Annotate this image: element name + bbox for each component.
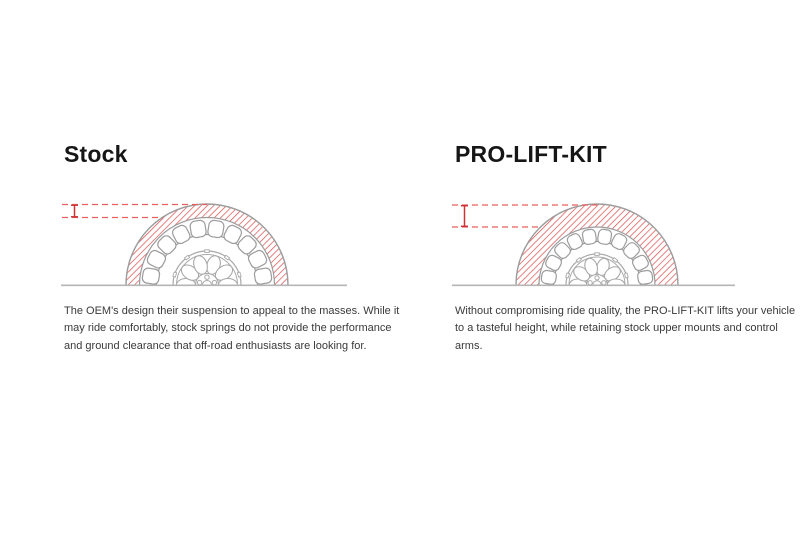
panel-pro-lift-kit bbox=[391, 0, 796, 534]
clearance-gap-measurement-arrow bbox=[71, 205, 78, 217]
stock-suspension-diagram bbox=[57, 190, 377, 290]
pro-lift-kit-suspension-diagram bbox=[447, 190, 767, 290]
description-line: to a tasteful height, while retaining stock upper mounts and control bbox=[455, 322, 778, 335]
pro-lift-kit-title: PRO-LIFT-KIT bbox=[455, 141, 607, 167]
pro-lift-kit-description bbox=[455, 303, 796, 355]
description-line: may ride comfortably, stock springs do not provide the performance bbox=[64, 322, 392, 335]
stock-title: Stock bbox=[64, 141, 128, 167]
description-line: and ground clearance that off-road enthusiasts are looking for. bbox=[64, 339, 367, 352]
clearance-gap-measurement-arrow bbox=[461, 206, 468, 227]
wheel-and-fender-group bbox=[126, 204, 288, 290]
description-line: Without compromising ride quality, the PRO-LIFT-KIT lifts your vehicle bbox=[455, 305, 796, 317]
description-line: arms. bbox=[455, 339, 483, 352]
wheel-and-fender-group bbox=[516, 204, 678, 290]
stock-description bbox=[64, 303, 400, 355]
description-line: The OEM's design their suspension to appeal to the masses. While it bbox=[64, 305, 400, 317]
